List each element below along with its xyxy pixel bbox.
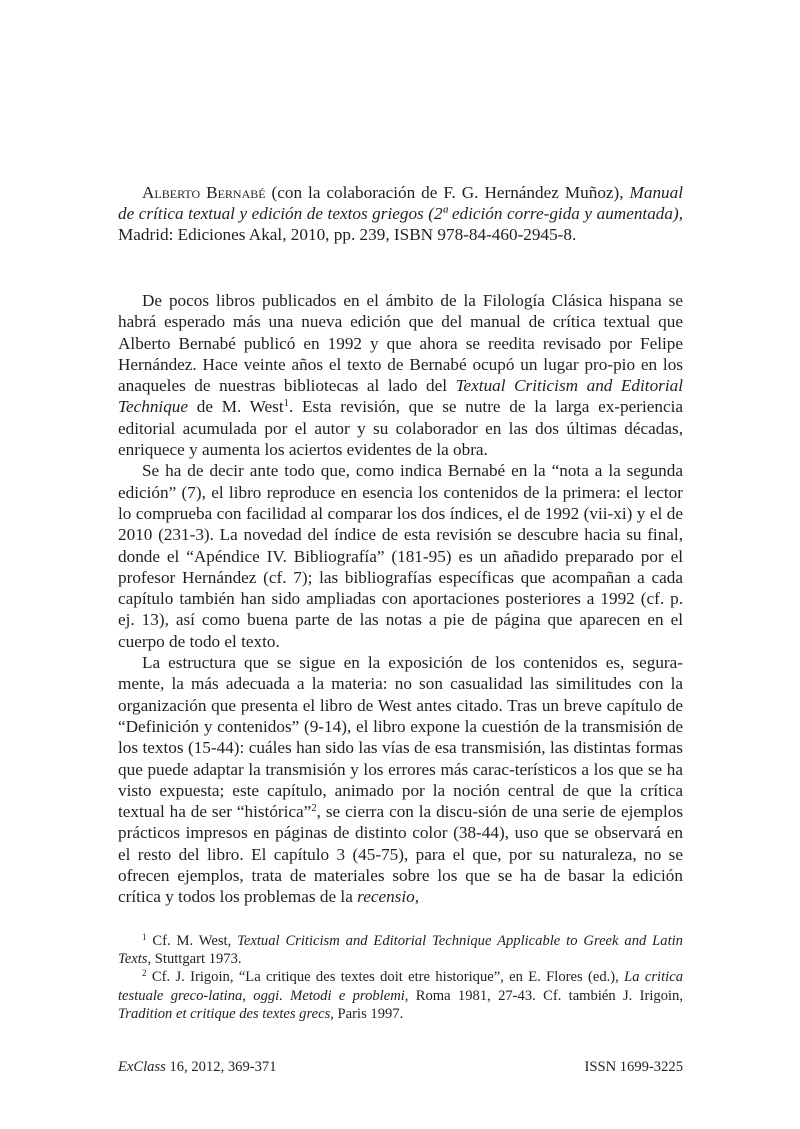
footnotes: [118, 932, 683, 1023]
footnote-ref-1[interactable]: 1: [283, 398, 289, 410]
text-run: Cf. J. Irigoin, “La critique des textes doit etre historique”, en E. Flores (ed.),: [146, 969, 625, 986]
body-paragraph-1: [118, 290, 683, 460]
text-run: , se cierra con la discu-sión de una serie de ejemplos prácticos impresos en páginas de distinto color (38-44), uso que se observará en el resto del libro. El capítulo 3 (45-75), para el que, por su naturaleza, no se ofrecen ejemplos, trata de materiales sobre los que se ha de basar la edición crítica y todos los problemas de la: [118, 802, 684, 907]
publication-details: Madrid: Ediciones Akal, 2010, pp. 239, ISBN 978-84-460-2945-8.: [118, 225, 577, 245]
footnote-2: [118, 968, 683, 1023]
footnote-ref-2[interactable]: 2: [311, 803, 317, 815]
italic-title-run: Textual Criticism and Editorial Technique: [118, 376, 683, 417]
italic-title-run: Tradition et critique des textes grecs,: [118, 1005, 334, 1022]
footnote-number: 1: [142, 932, 147, 943]
footnote-number: 2: [142, 968, 147, 979]
journal-citation: [118, 1058, 277, 1076]
text-run: De pocos libros publicados en el ámbito de la Filología Clásica hispana se habrá esperado más una nueva edición que del manual de crítica textual que Alberto Bernabé publicó en 1992 y que ahora se reedita revisado por Felipe Hernández. Hace veinte años el texto de Bernabé ocupó un lugar pro-pio en los anaqueles de nuestras bibliotecas al lado del: [118, 291, 683, 396]
text-run: de M. West: [188, 397, 284, 417]
italic-title-run: La critica testuale greco-latina, oggi. Metodi e problemi,: [118, 969, 683, 1004]
text-run: . Esta revisión, que se nutre de la larga ex-periencia editorial acumulada por el autor y su colaborador en las dos últimas décadas, enriquece y aumenta los aciertos evidentes de la obra.: [118, 397, 684, 460]
reviewed-author: Alberto Bernabé: [142, 183, 266, 202]
collaborator-note: (con la colaboración de F. G. Hernández Muñoz),: [265, 183, 624, 202]
journal-volume-pages: 16, 2012, 369-371: [165, 1059, 277, 1075]
text-run: Se ha de decir ante todo que, como indica Bernabé en la “nota a la segunda edición” (7), el libro reproduce en esencia los contenidos de la primera: el lector lo comprueba con facilidad al comparar los dos índices, el de 1992 (vii-xi) y el de 2010 (231-3). La novedad del índice de esta revisión se descubre hacia su final, donde el “Apéndice IV. Bibliografía” (181-95) es un añadido preparado por el profesor Hernández (cf. 7); las bibliografías específicas que acompañan a cada capítulo también han sido ampliadas con aportaciones posteriores a 1992 (cf. p. ej. 13), así como buena parte de las notas a pie de página que aparecen en el cuerpo de todo el texto.: [118, 461, 683, 651]
text-run: Roma 1981, 27-43. Cf. también J. Irigoin,: [408, 987, 683, 1004]
text-run: La estructura que se sigue en la exposición de los contenidos es, segura-mente, la más adecuada a la materia: no son casualidad las similitudes con la organización que presenta el libro de West antes citado. Tras un breve capítulo de “Definición y contenidos” (9-14), el libro expone la cuestión de la transmisión de los textos (15-44): cuáles han sido las vías de esa transmisión, las distintas formas que puede adaptar la transmisión y los errores más carac-terísticos a los que se ha visto expuesta; este capítulo, animado por la noción central de que la crítica textual ha de ser “histórica”: [118, 653, 683, 822]
body-paragraph-2: [118, 460, 683, 652]
review-body: [118, 290, 683, 908]
italic-title-run: Textual Criticism and Editorial Technique Applicable to Greek and Latin Texts,: [118, 933, 683, 968]
page-footer: [118, 1058, 683, 1076]
review-bibliographic-header: [118, 182, 683, 246]
italic-term-run: recensio,: [357, 887, 420, 907]
body-paragraph-3: [118, 652, 683, 908]
reviewed-book-title: Manual de crítica textual y edición de textos griegos (2ª edición corre-gida y aumentada),: [118, 183, 683, 224]
text-run: Cf. M. West,: [146, 933, 238, 949]
issn: ISSN 1699-3225: [584, 1059, 683, 1075]
text-run: Stuttgart 1973.: [151, 951, 242, 968]
journal-name: ExClass: [118, 1059, 166, 1075]
text-run: Paris 1997.: [333, 1005, 404, 1022]
footnote-1: [118, 932, 683, 968]
